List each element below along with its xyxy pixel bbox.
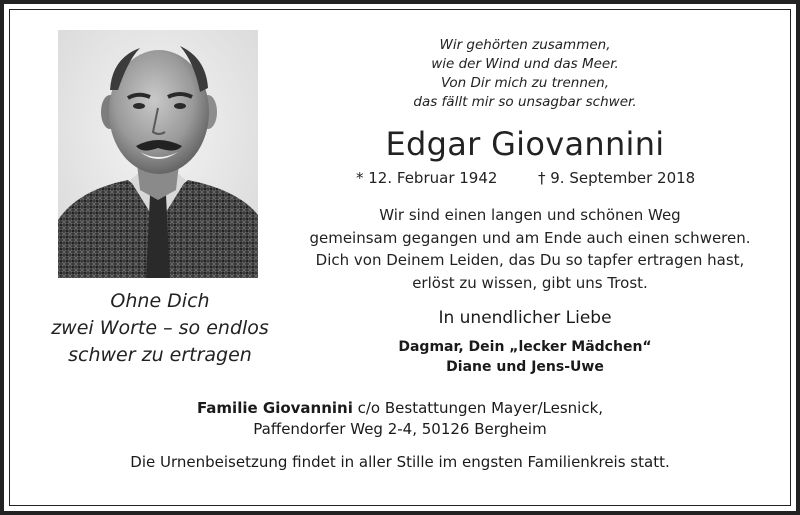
left-poem-line: zwei Worte – so endlos (51, 317, 269, 339)
main-text-line: erlöst zu wissen, gibt uns Trost. (412, 273, 648, 292)
top-poem-line: Wir gehörten zusammen, (439, 37, 611, 53)
main-text (300, 204, 760, 294)
mourner-line: Diane und Jens-Uwe (446, 359, 604, 375)
left-poem-line: schwer zu ertragen (68, 344, 252, 366)
family-name: Familie Giovannini (196, 399, 353, 417)
portrait-photo (58, 30, 258, 278)
top-poem (340, 36, 710, 112)
main-text-line: Dich von Deinem Leiden, das Du so tapfer ertragen hast, (315, 251, 745, 269)
left-poem (30, 288, 290, 369)
contact-address: Paffendorfer Weg 2-4, 50126 Bergheim (253, 420, 547, 438)
left-poem-line: Ohne Dich (110, 290, 210, 312)
top-poem-line: das fällt mir so unsagbar schwer. (413, 94, 637, 110)
mourners (340, 337, 710, 377)
funeral-home: c/o Bestattungen Mayer/Lesnick, (352, 399, 604, 417)
contact-block (160, 398, 640, 440)
deceased-name: Edgar Giovannini (385, 125, 665, 163)
mourner-line: Dagmar, Dein „lecker Mädchen“ (398, 339, 652, 355)
top-poem-line: wie der Wind und das Meer. (431, 56, 619, 72)
birth-date: * 12. Februar 1942 (356, 169, 498, 187)
burial-notice: Die Urnenbeisetzung findet in aller Stille im engsten Familienkreis statt. (130, 453, 670, 471)
main-text-line: gemeinsam gegangen und am Ende auch einen schweren. (309, 228, 751, 247)
contact-line-1 (160, 398, 640, 419)
death-date: † 9. September 2018 (538, 169, 696, 187)
top-poem-line: Von Dir mich zu trennen, (440, 75, 610, 91)
love-line: In unendlicher Liebe (438, 308, 612, 328)
main-text-line: Wir sind einen langen und schönen Weg (379, 206, 681, 224)
